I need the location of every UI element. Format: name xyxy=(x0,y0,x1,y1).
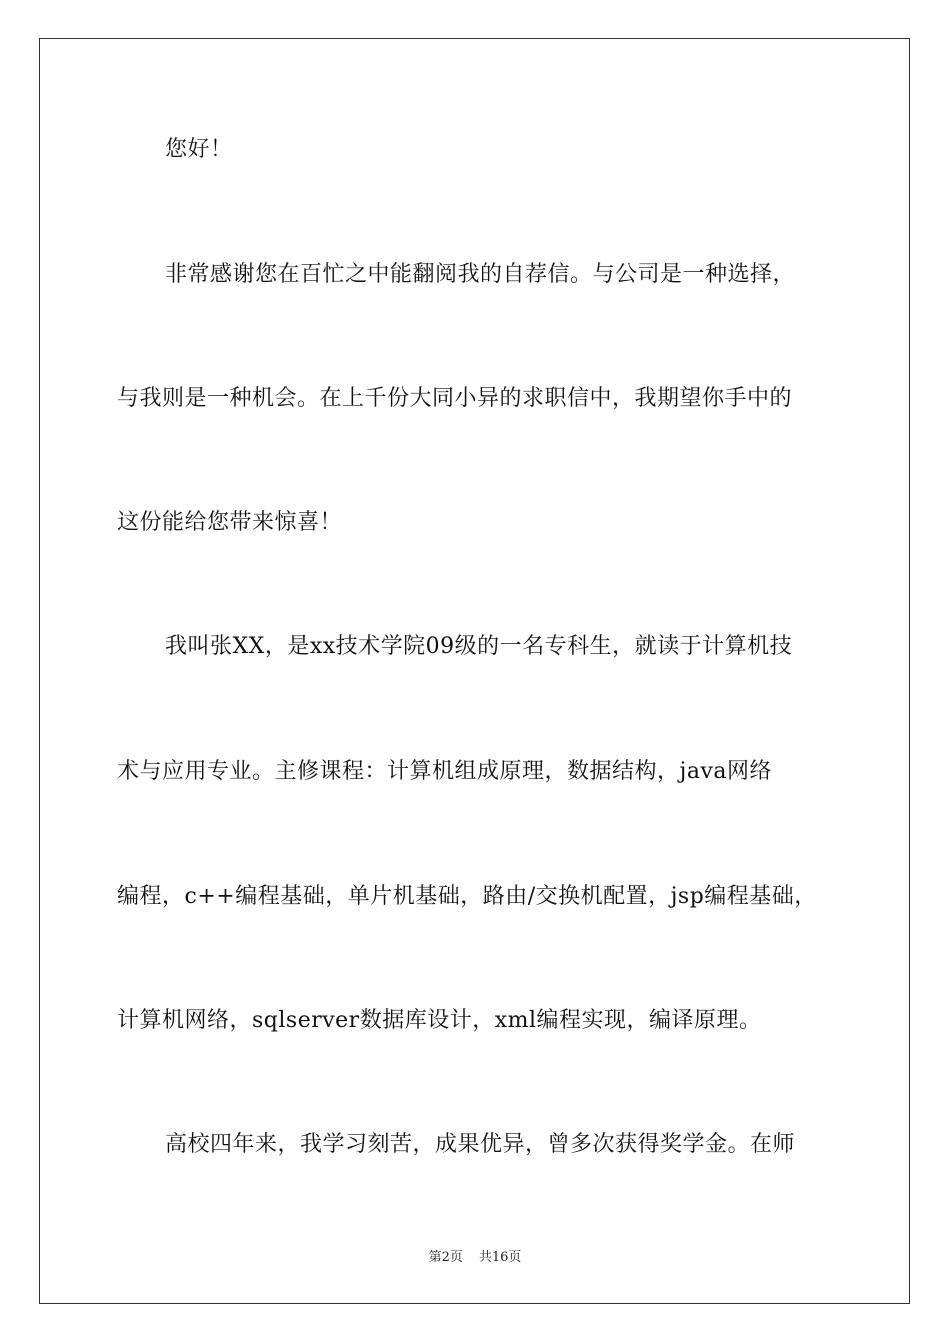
greeting-line: 您好！ xyxy=(165,137,233,162)
body-line-3: 这份能给您带来惊喜！ xyxy=(117,510,343,535)
body-line-8: 高校四年来，我学习刻苦，成果优异，曾多次获得奖学金。在师 xyxy=(165,1132,796,1157)
page-border xyxy=(39,38,910,1304)
page-footer xyxy=(0,1246,950,1265)
page-number: 第2页 xyxy=(428,1250,463,1265)
body-line-7: 计算机网络，sqlserver数据库设计，xml编程实现，编译原理。 xyxy=(117,1008,762,1033)
body-line-4: 我叫张XX，是xx技术学院09级的一名专科生，就读于计算机技 xyxy=(165,634,793,659)
body-line-1: 非常感谢您在百忙之中能翻阅我的自荐信。与公司是一种选择， xyxy=(165,262,796,287)
body-line-2: 与我则是一种机会。在上千份大同小异的求职信中，我期望你手中的 xyxy=(117,386,793,411)
page-total: 共16页 xyxy=(478,1250,522,1265)
body-line-6: 编程，c++编程基础，单片机基础，路由/交换机配置，jsp编程基础， xyxy=(117,884,817,909)
body-line-5: 术与应用专业。主修课程：计算机组成原理，数据结构，java网络 xyxy=(117,759,772,784)
